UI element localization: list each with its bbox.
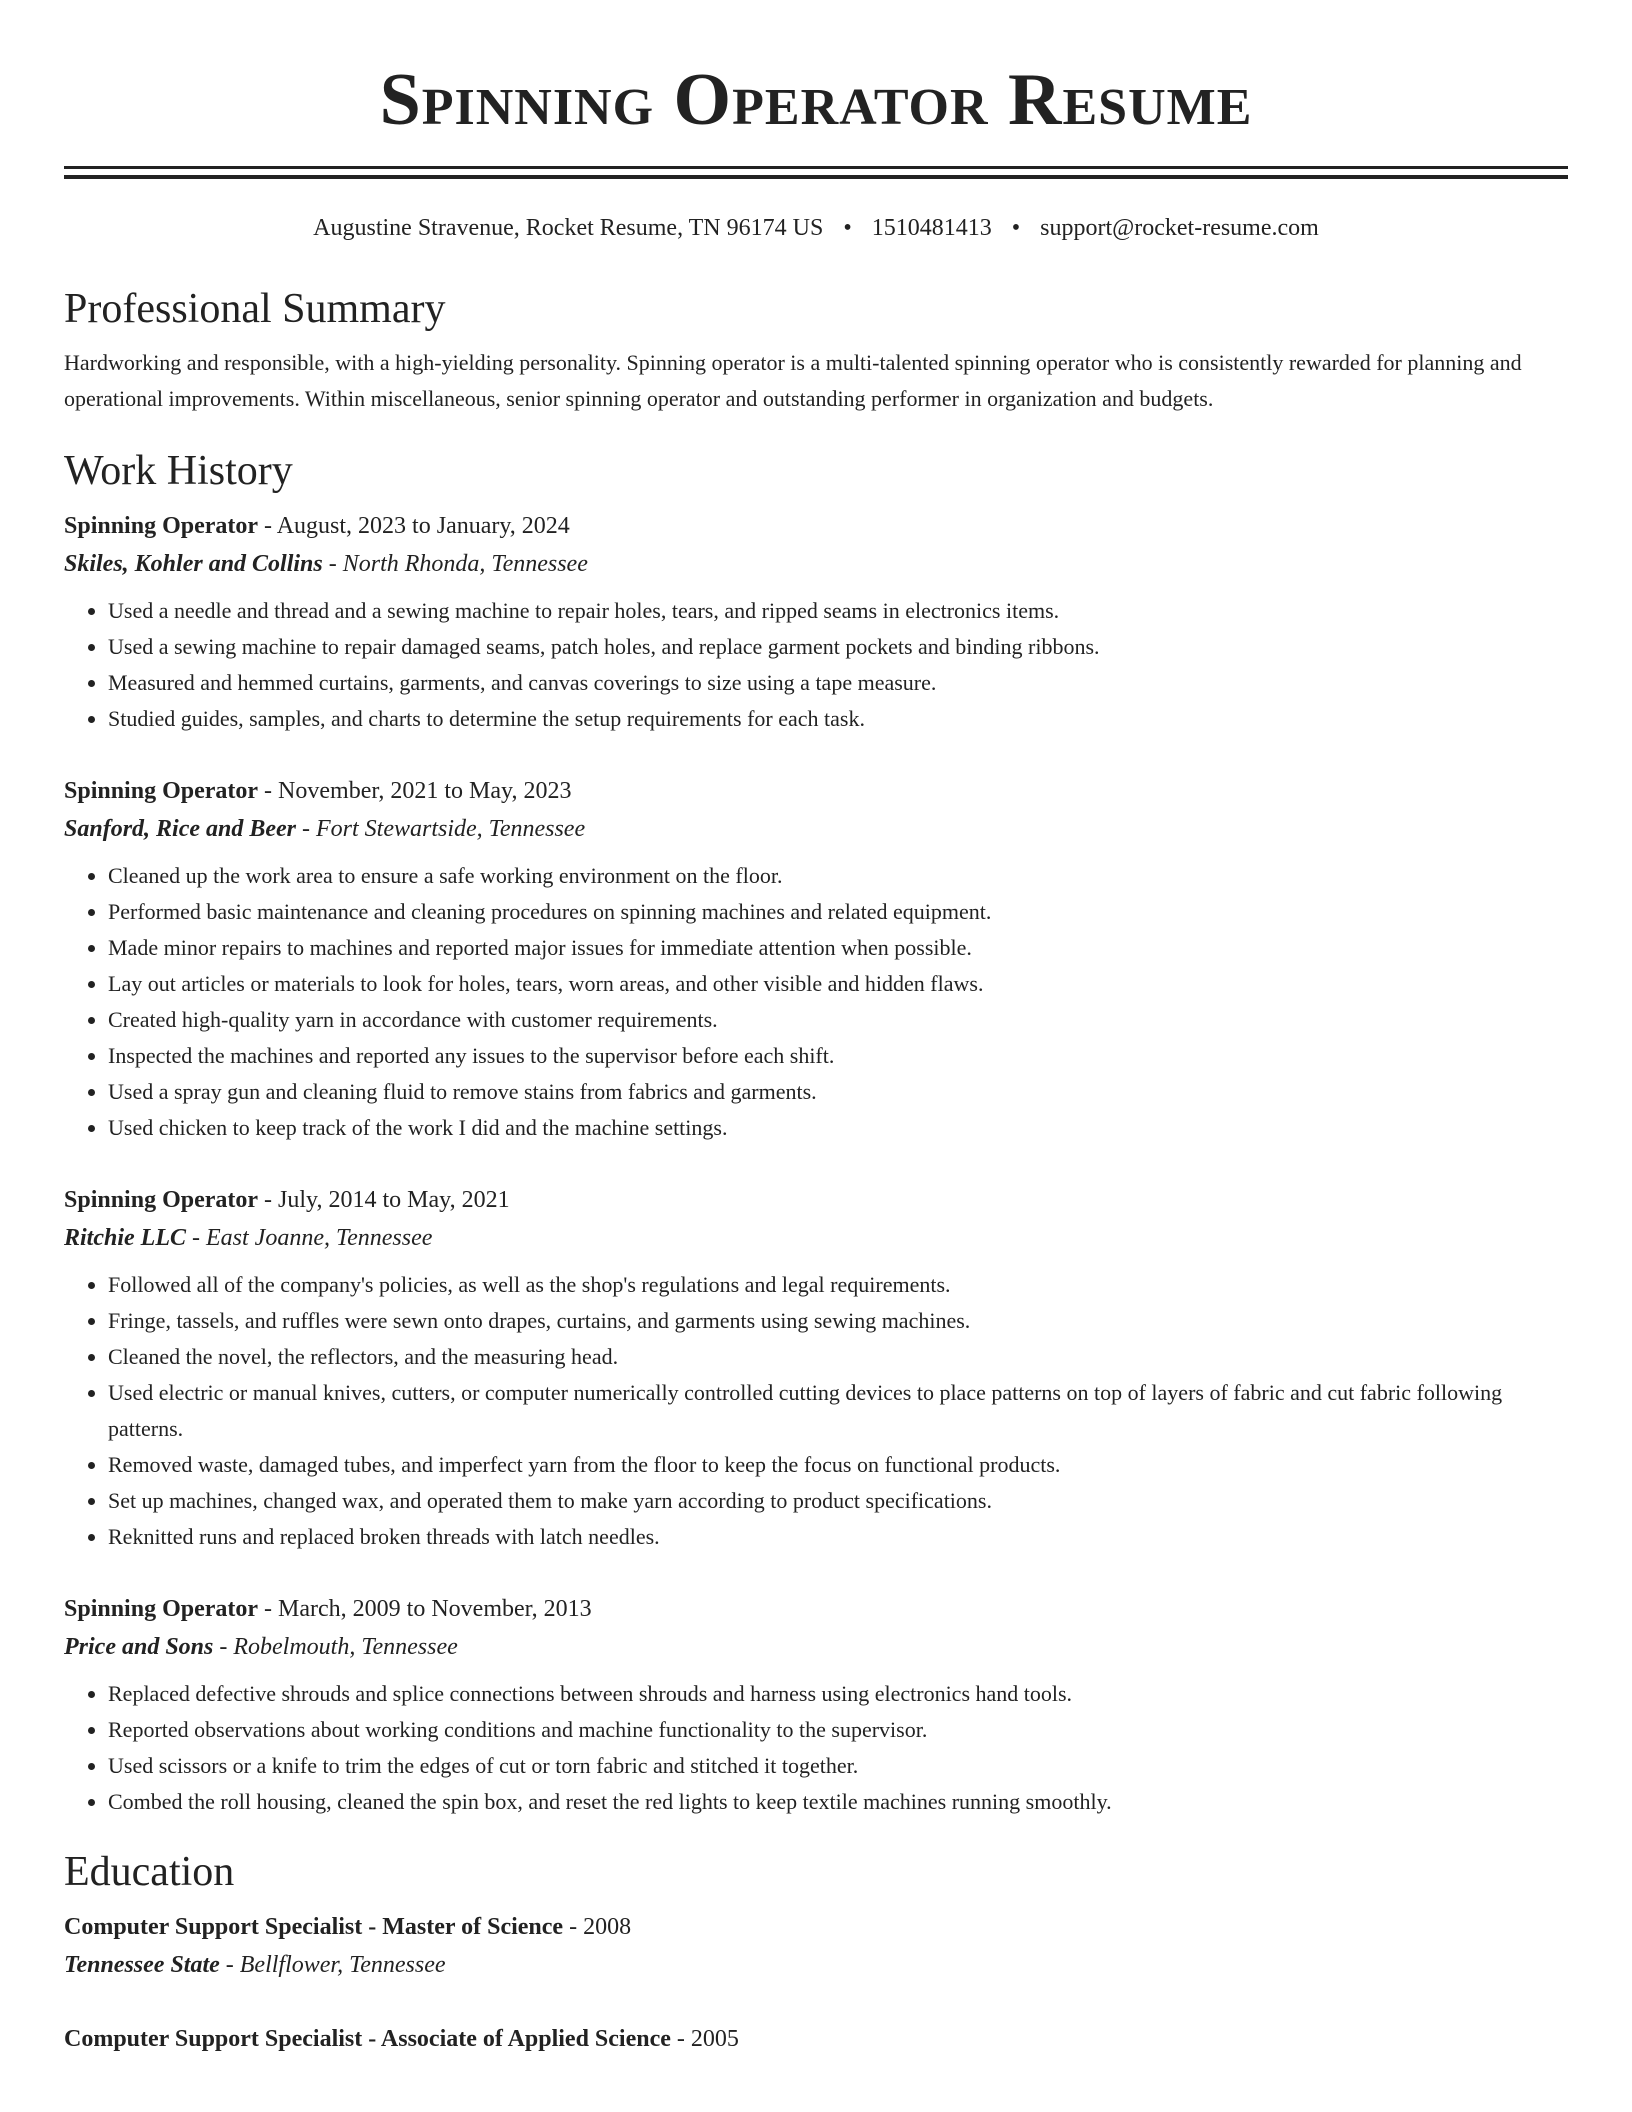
job-bullet: • Cleaned the novel, the reflectors, and the measuring head. bbox=[108, 1339, 1568, 1375]
work-history-heading: Work History bbox=[64, 448, 293, 494]
job-title-line bbox=[64, 1181, 1568, 1219]
summary-text: Hardworking and responsible, with a high-yielding personality. Spinning operator is a multi-talented spinning operator who is consistently rewarded for planning and operational improvements. Within miscellaneous, senior spinning operator and outstanding performer in organization and budgets. bbox=[64, 350, 1522, 411]
job-location: - East Joanne, Tennessee bbox=[186, 1225, 433, 1251]
job-dates: - November, 2021 to May, 2023 bbox=[258, 778, 572, 804]
education-degree: Computer Support Specialist - Associate of Applied Science bbox=[64, 2026, 671, 2052]
job-bullet: • Created high-quality yarn in accordance with customer requirements. bbox=[108, 1002, 1568, 1038]
title-divider-bottom bbox=[64, 175, 1568, 179]
education-heading: Education bbox=[64, 1849, 235, 1895]
contact-line bbox=[64, 213, 1568, 243]
education-location: - Bellflower, Tennessee bbox=[219, 1952, 446, 1978]
job-company-line bbox=[64, 545, 1568, 583]
job-location: - Robelmouth, Tennessee bbox=[213, 1634, 458, 1660]
job-bullet: • Made minor repairs to machines and reported major issues for immediate attention when possible. bbox=[108, 930, 1568, 966]
job-bullet: • Inspected the machines and reported any issues to the supervisor before each shift. bbox=[108, 1038, 1568, 1074]
job-bullets bbox=[64, 593, 1568, 737]
resume-page bbox=[64, 0, 1568, 2058]
job-location: - Fort Stewartside, Tennessee bbox=[296, 816, 586, 842]
job-entry bbox=[64, 1181, 1568, 1555]
job-bullet: • Replaced defective shrouds and splice connections between shrouds and harness using electronics hand tools. bbox=[108, 1676, 1568, 1712]
education-year: - 2005 bbox=[670, 2026, 739, 2052]
job-company-line bbox=[64, 1219, 1568, 1257]
contact-phone: 1510481413 bbox=[871, 215, 992, 241]
job-title: Spinning Operator bbox=[64, 778, 259, 804]
job-company: Ritchie LLC bbox=[64, 1225, 186, 1251]
job-bullets bbox=[64, 858, 1568, 1146]
job-bullet: • Set up machines, changed wax, and operated them to make yarn according to product specifications. bbox=[108, 1483, 1568, 1519]
job-bullet: • Fringe, tassels, and ruffles were sewn onto drapes, curtains, and garments using sewing machines. bbox=[108, 1303, 1568, 1339]
job-bullets bbox=[64, 1267, 1568, 1555]
contact-email: support@rocket-resume.com bbox=[1040, 215, 1319, 241]
education-school: Tennessee State bbox=[64, 1952, 220, 1978]
job-company: Skiles, Kohler and Collins bbox=[64, 551, 323, 577]
job-bullet: • Followed all of the company's policies, as well as the shop's regulations and legal requirements. bbox=[108, 1267, 1568, 1303]
job-company: Sanford, Rice and Beer bbox=[64, 816, 297, 842]
education-entry bbox=[64, 2020, 1568, 2058]
job-company-line bbox=[64, 810, 1568, 848]
job-bullet: • Reknitted runs and replaced broken threads with latch needles. bbox=[108, 1519, 1568, 1555]
job-bullet: • Removed waste, damaged tubes, and imperfect yarn from the floor to keep the focus on functional products. bbox=[108, 1447, 1568, 1483]
job-bullet: • Measured and hemmed curtains, garments, and canvas coverings to size using a tape measure. bbox=[108, 665, 1568, 701]
job-dates: - August, 2023 to January, 2024 bbox=[258, 513, 570, 539]
job-bullets bbox=[64, 1676, 1568, 1820]
education-year: - 2008 bbox=[563, 1914, 632, 1940]
summary-heading: Professional Summary bbox=[64, 286, 446, 332]
job-bullet: • Reported observations about working conditions and machine functionality to the supervisor. bbox=[108, 1712, 1568, 1748]
education-degree-line bbox=[64, 1908, 1568, 1946]
contact-separator: • bbox=[843, 215, 852, 241]
job-entry bbox=[64, 507, 1568, 737]
job-bullet: • Cleaned up the work area to ensure a safe working environment on the floor. bbox=[108, 858, 1568, 894]
contact-separator: • bbox=[1011, 215, 1021, 241]
job-bullet: • Used scissors or a knife to trim the edges of cut or torn fabric and stitched it together. bbox=[108, 1748, 1568, 1784]
job-bullet: • Combed the roll housing, cleaned the spin box, and reset the red lights to keep textile machines running smoothly. bbox=[108, 1784, 1568, 1820]
title-divider-top bbox=[64, 166, 1568, 169]
job-company: Price and Sons bbox=[64, 1634, 214, 1660]
education-degree: Computer Support Specialist - Master of Science bbox=[64, 1914, 564, 1940]
job-dates: - July, 2014 to May, 2021 bbox=[258, 1187, 510, 1213]
education-list bbox=[64, 1908, 1568, 2058]
job-title-line bbox=[64, 1590, 1568, 1628]
job-title: Spinning Operator bbox=[64, 513, 259, 539]
job-bullet: • Used a sewing machine to repair damaged seams, patch holes, and replace garment pockets and binding ribbons. bbox=[108, 629, 1568, 665]
job-bullet: • Used a needle and thread and a sewing machine to repair holes, tears, and ripped seams in electronics items. bbox=[108, 593, 1568, 629]
job-entry bbox=[64, 1590, 1568, 1820]
job-bullet: • Studied guides, samples, and charts to determine the setup requirements for each task. bbox=[108, 701, 1568, 737]
job-dates: - March, 2009 to November, 2013 bbox=[258, 1596, 592, 1622]
job-title-line bbox=[64, 772, 1568, 810]
job-title: Spinning Operator bbox=[64, 1187, 259, 1213]
job-bullet: • Performed basic maintenance and cleaning procedures on spinning machines and related equipment. bbox=[108, 894, 1568, 930]
job-location: - North Rhonda, Tennessee bbox=[322, 551, 588, 577]
resume-title: Spinning Operator Resume bbox=[379, 59, 1253, 141]
job-company-line bbox=[64, 1628, 1568, 1666]
education-degree-line bbox=[64, 2020, 1568, 2058]
contact-address: Augustine Stravenue, Rocket Resume, TN 96174 US bbox=[313, 215, 824, 241]
job-bullet: • Used a spray gun and cleaning fluid to remove stains from fabrics and garments. bbox=[108, 1074, 1568, 1110]
education-entry bbox=[64, 1908, 1568, 1984]
job-title-line bbox=[64, 507, 1568, 545]
education-school-line bbox=[64, 1946, 1568, 1984]
job-bullet: • Used chicken to keep track of the work I did and the machine settings. bbox=[108, 1110, 1568, 1146]
job-list bbox=[64, 507, 1568, 1820]
job-bullet: • Lay out articles or materials to look for holes, tears, worn areas, and other visible and hidden flaws. bbox=[108, 966, 1568, 1002]
job-entry bbox=[64, 772, 1568, 1146]
job-bullet: • Used electric or manual knives, cutters, or computer numerically controlled cutting devices to place patterns on top of layers of fabric and cut fabric following patterns. bbox=[108, 1375, 1568, 1447]
job-title: Spinning Operator bbox=[64, 1596, 259, 1622]
